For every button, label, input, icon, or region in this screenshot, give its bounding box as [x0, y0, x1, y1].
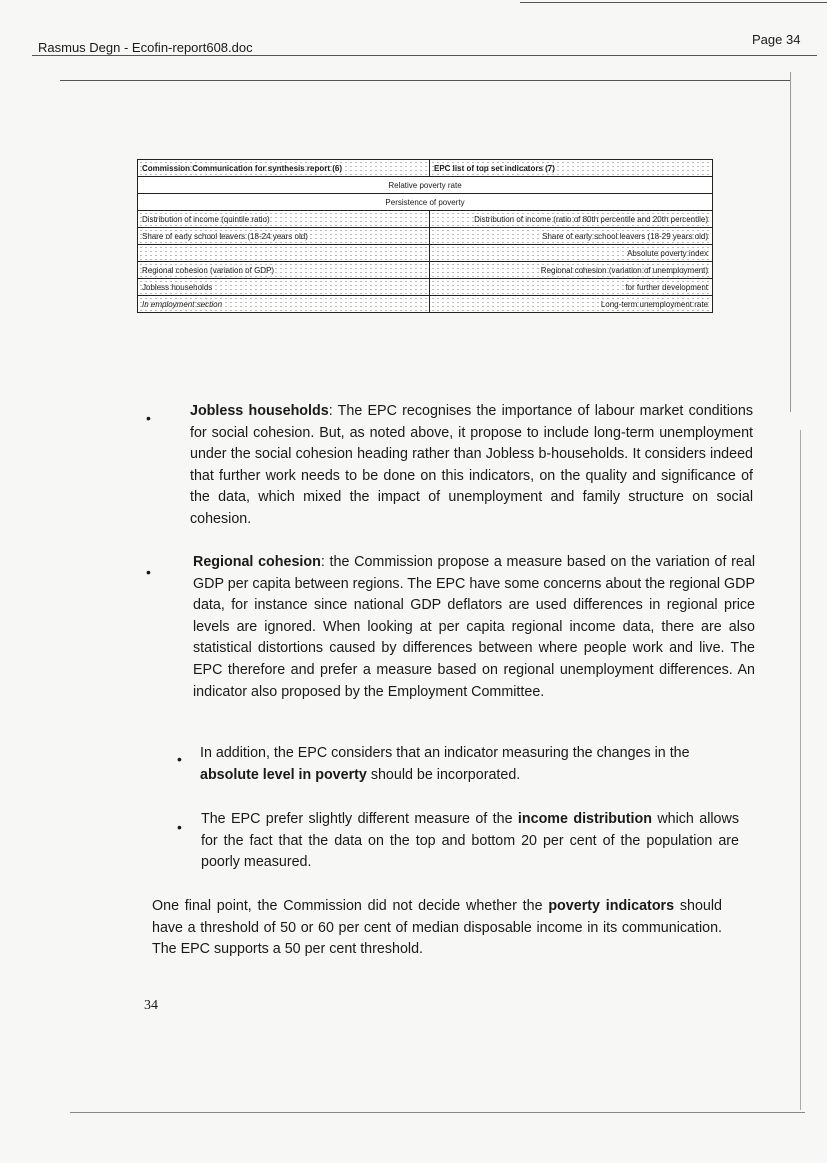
- bullet-icon: •: [146, 410, 151, 426]
- table-cell-right: for further development: [430, 279, 713, 296]
- bullet-icon: •: [146, 564, 151, 580]
- table-cell-right: Share of early school leavers (18-29 years old): [430, 228, 713, 245]
- indicator-table: [137, 159, 713, 313]
- table-cell-left: [138, 245, 430, 262]
- right-margin-line-2: [800, 430, 801, 1110]
- paragraph-text: : the Commission propose a measure based on the variation of real GDP per capita between regions. The EPC have some concerns about the regional GDP data, for instance since national GDP deflators are used differences in regional price levels are ignored. When looking at per capita regional income data, there are also statistical distortions caused by differences between where people work and live. The EPC therefore and prefer a measure based on regional unemployment differences. An indicator also proposed by the Employment Committee.: [193, 554, 755, 700]
- paragraph-income-distribution: [201, 809, 739, 874]
- table-row: [138, 228, 713, 245]
- table-cell-left: Jobless households: [138, 279, 430, 296]
- table-cell-right: Distribution of income (ratio of 80th percentile and 20th percentile): [430, 211, 713, 228]
- table-row: [138, 279, 713, 296]
- paragraph-regional-cohesion: [193, 552, 755, 703]
- table-full-row: Persistence of poverty: [138, 194, 713, 211]
- bullet-icon: •: [177, 819, 182, 835]
- table-header-right: EPC list of top set indicators (7): [430, 160, 713, 177]
- bullet-icon: •: [177, 751, 182, 767]
- paragraph-text: which allows for the fact that the data on the top and bottom 20 per cent of the population are poorly measured.: [201, 811, 739, 871]
- table-full-row: Relative poverty rate: [138, 177, 713, 194]
- table-row: [138, 262, 713, 279]
- term-poverty-indicators: poverty indicators: [548, 898, 675, 914]
- table-cell-right: Absolute poverty index: [430, 245, 713, 262]
- paragraph-text: One final point, the Commission did not decide whether the: [152, 898, 549, 914]
- term-income-distribution: income distribution: [517, 811, 652, 827]
- table-row: [138, 211, 713, 228]
- table-cell-right: Regional cohesion (variation of unemployment): [430, 262, 713, 279]
- paragraph-final-point: [152, 896, 722, 961]
- paragraph-text: : The EPC recognises the importance of labour market conditions for social cohesion. But, as noted above, it propose to include long-term unemployment under the social cohesion heading rather than Jobless b-households. It considers indeed that further work needs to be done on this indicators, on the quality and significance of the data, which mixed the impact of unemployment and family structure on social cohesion.: [190, 403, 753, 527]
- paragraph-text: should be incorporated.: [366, 766, 521, 783]
- table-cell-left: Distribution of income (quintile ratio): [138, 211, 430, 228]
- table-row: [138, 245, 713, 262]
- page-number: 34: [144, 998, 158, 1013]
- table-row: [138, 296, 713, 313]
- right-margin-line: [790, 72, 791, 412]
- header-rule-2: [60, 80, 790, 81]
- paragraph-text: The EPC prefer slightly different measure of the: [201, 811, 518, 827]
- term-jobless-households: Jobless households: [190, 403, 329, 419]
- table-cell-left: Regional cohesion (variation of GDP): [138, 262, 430, 279]
- header-line-top: [520, 2, 827, 3]
- term-regional-cohesion: Regional cohesion: [193, 554, 321, 570]
- table-cell-left: Share of early school leavers (18-24 years old): [138, 228, 430, 245]
- paragraph-jobless-households: [190, 401, 753, 531]
- table-row: [138, 177, 713, 194]
- table-cell-left: In employment section: [138, 296, 430, 313]
- header-page-label: Page 34: [752, 32, 801, 47]
- paragraph-text: In addition, the EPC considers that an indicator measuring the changes in the: [200, 745, 690, 761]
- table-row: [138, 194, 713, 211]
- paragraph-text: should have a threshold of 50 or 60 per cent of median disposable income in its communication. The EPC supports a 50 per cent threshold.: [152, 898, 722, 958]
- header-filename: Rasmus Degn - Ecofin-report608.doc: [38, 40, 253, 55]
- term-absolute-poverty: absolute level in poverty: [200, 766, 367, 783]
- header-rule: [32, 55, 817, 56]
- footer-rule: [70, 1112, 805, 1113]
- table-header-left: Commission Communication for synthesis report (6): [138, 160, 430, 177]
- table-cell-right: Long-term unemployment rate: [430, 296, 713, 313]
- paragraph-absolute-poverty: [200, 743, 738, 786]
- table-header-row: [138, 160, 713, 177]
